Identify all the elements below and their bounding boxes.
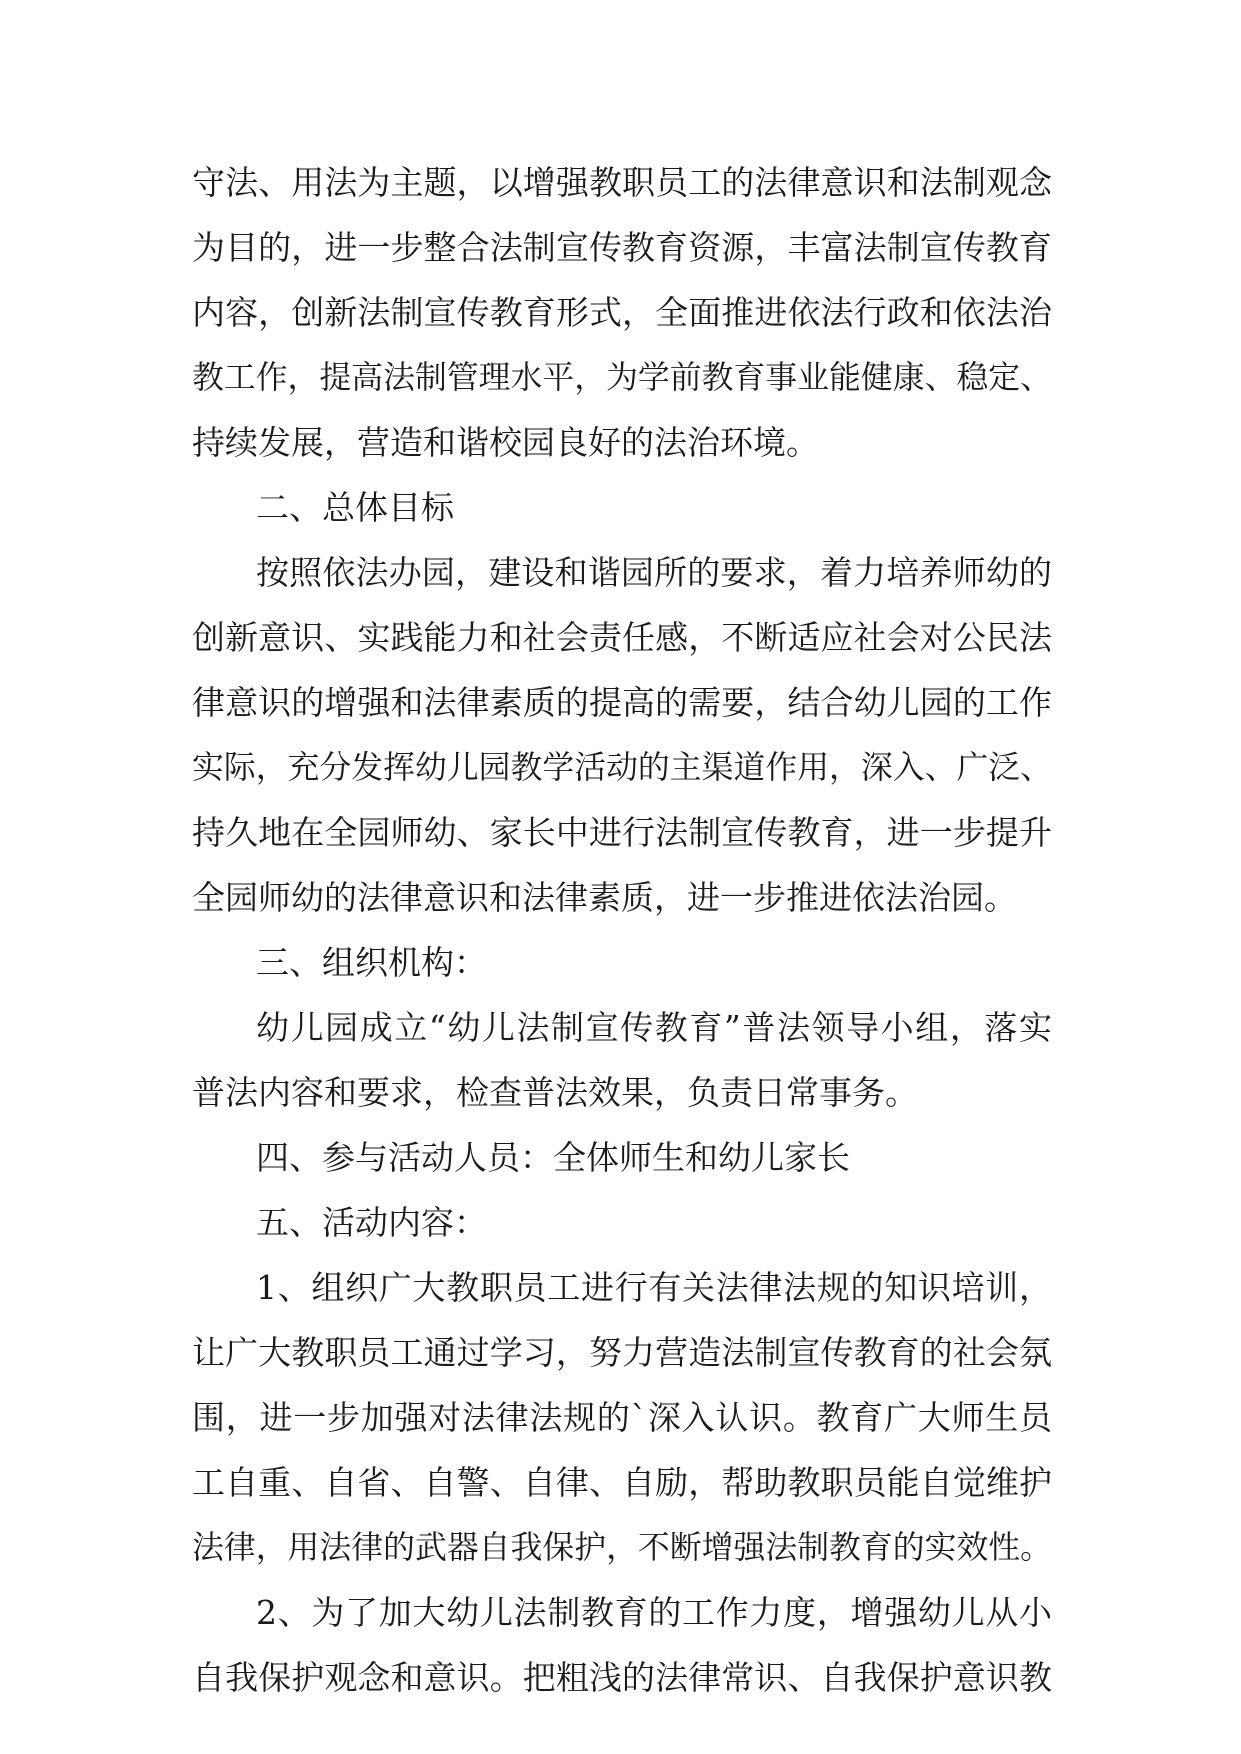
text-line: 自我保护观念和意识。把粗浅的法律常识、自我保护意识教: [192, 1658, 1052, 1697]
text-line: 五、活动内容：: [256, 1203, 487, 1242]
text-line: 实际，充分发挥幼儿园教学活动的主渠道作用，深入、广泛、: [192, 748, 1052, 786]
text-line: 幼儿园成立“幼儿法制宣传教育”普法领导小组，落实: [256, 1008, 1052, 1047]
text-line: 工自重、自省、自警、自律、自励，帮助教职员能自觉维护: [192, 1463, 1052, 1502]
text-line: 持久地在全园师幼、家长中进行法制宣传教育，进一步提升: [192, 813, 1052, 852]
text-line: 持续发展，营造和谐校园良好的法治环境。: [192, 423, 819, 462]
text-line: 围，进一步加强对法律法规的`深入认识。教育广大师生员: [192, 1398, 1052, 1437]
text-line: 让广大教职员工通过学习，努力营造法制宣传教育的社会氛: [192, 1333, 1052, 1372]
text-line: 教工作，提高法制管理水平，为学前教育事业能健康、稳定、: [192, 358, 1052, 396]
text-line: 按照依法办园，建设和谐园所的要求，着力培养师幼的: [256, 553, 1052, 592]
text-line: 守法、用法为主题，以增强教职员工的法律意识和法制观念: [192, 163, 1052, 202]
text-line: 为目的，进一步整合法制宣传教育资源，丰富法制宣传教育: [192, 228, 1052, 267]
text-line: 三、组织机构：: [256, 943, 487, 982]
text-line: 律意识的增强和法律素质的提高的需要，结合幼儿园的工作: [192, 683, 1052, 722]
text-line: 普法内容和要求，检查普法效果，负责日常事务。: [192, 1073, 918, 1112]
text-line: 内容，创新法制宣传教育形式，全面推进依法行政和依法治: [192, 293, 1052, 332]
text-line: 四、参与活动人员：全体师生和幼儿家长: [256, 1138, 850, 1177]
text-line: 全园师幼的法律意识和法律素质，进一步推进依法治园。: [192, 878, 1017, 917]
text-line: 二、总体目标: [256, 488, 454, 527]
document-body: [192, 150, 1052, 1710]
text-line: 法律，用法律的武器自我保护，不断增强法制教育的实效性。: [192, 1528, 1052, 1566]
text-line: 2、为了加大幼儿法制教育的工作力度，增强幼儿从小: [256, 1593, 1052, 1632]
text-line: 创新意识、实践能力和社会责任感，不断适应社会对公民法: [192, 618, 1052, 657]
text-line: 1、组织广大教职员工进行有关法律法规的知识培训，: [256, 1268, 1052, 1307]
